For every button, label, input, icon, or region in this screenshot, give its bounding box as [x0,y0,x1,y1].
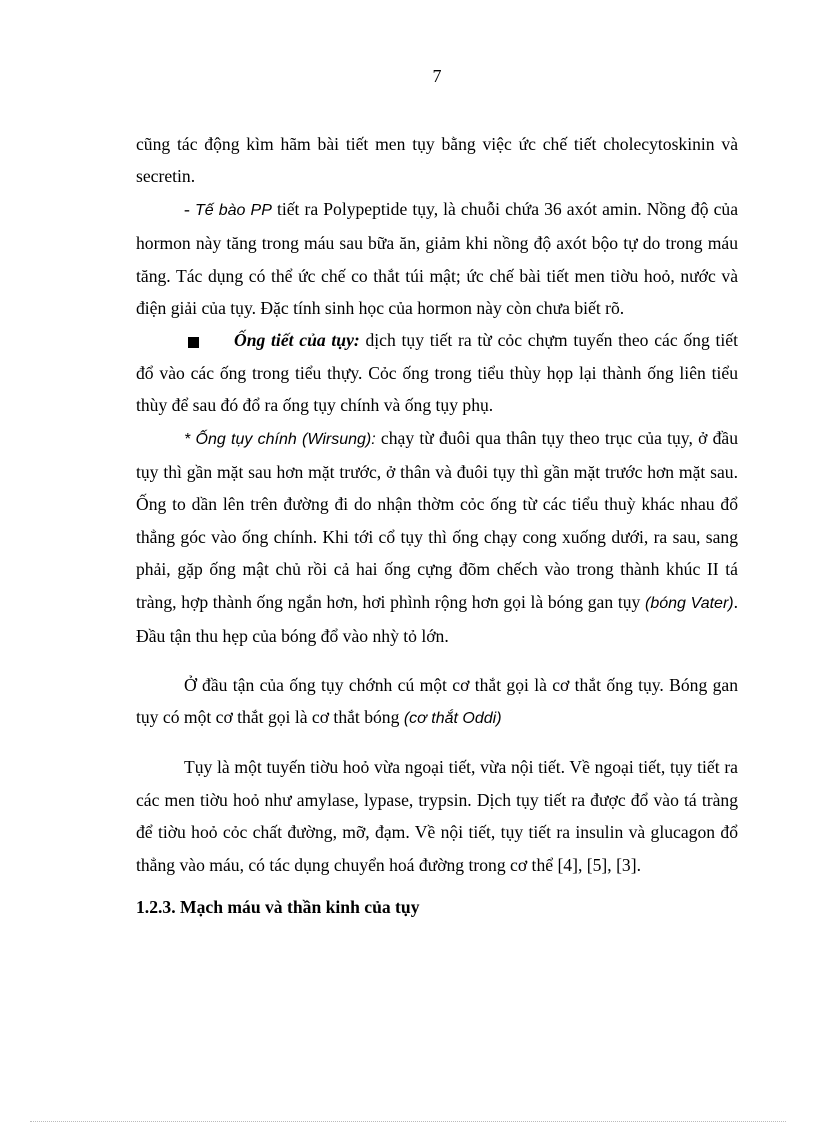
pp-prefix: - [184,198,195,219]
oddi-term: (cơ thắt Oddi) [403,709,502,727]
page-bottom-rule [30,1121,786,1122]
paragraph-pancreas-function: Tụy là một tuyến tiờu hoỏ vừa ngoại tiết, vừa nội tiết. Về ngoại tiết, tụy tiết ra các men tiờu hoỏ như amylase, lypase, trypsin. Dịch tụy tiết ra được đổ vào tá tràng để tiờu hoỏ cỏc chất đường, mỡ, đạm. Về nội tiết, tụy tiết ra insulin và glucagon đổ thẳng vào máu, có tác dụng chuyển hoá đường trong cơ thể [4], [5], [3]. [136,757,738,875]
paragraph-pp-cells [136,193,738,325]
paragraph-sphincter [136,669,738,736]
square-bullet-icon [188,337,199,348]
paragraph-main-duct [136,422,738,653]
ducts-text: dịch tụy tiết ra từ cỏc chựm tuyến theo các ống tiết đổ vào các ống trong tiểu thựy. Cỏc ống trong tiểu thùy họp lại thành ống liên tiểu thùy để sau đó đổ ra ống tụy chính và ống tụy phụ. [136,330,739,416]
ducts-term: Ống tiết của tụy: [234,330,360,351]
main-duct-text: chạy từ đuôi qua thân tụy theo trục của tụy, ở đầu tụy thì gần mặt sau hơn mặt trước, ở thân và đuôi tụy thì gần mặt trước hơn mặt sau. Ống to dần lên trên đường đi do nhận thờm cỏc ống từ các tiểu thuỳ khác nhau đổ thẳng góc vào ống chính. Khi tới cổ tụy thì ống chạy cong xuống dưới, ra sau, sang phải, gặp ống mật chủ rồi cả hai ống cựng đõm chếch vào trong thành khúc II tá tràng, hợp thành ống ngắn hơn, hơi phình rộng hơn gọi là bóng gan tụy [136,427,738,612]
pp-cells-term: Tế bào PP [194,201,272,219]
main-duct-term: * Ống tụy chính (Wirsung): [184,430,376,448]
section-heading: 1.2.3. Mạch máu và thần kinh của tụy [136,896,420,917]
main-duct-end: . Đầu tận thu hẹp của bóng đổ vào nhỳ tỏ lớn. [136,591,739,647]
paragraph-continuation: cũng tác động kìm hãm bài tiết men tụy bằng việc ức chế tiết cholecytoskinin và secretin. [136,134,738,187]
document-body [136,128,738,923]
sphincter-text: Ở đầu tận của ống tụy chớnh cú một cơ thắt gọi là cơ thắt ống tụy. Bóng gan tụy có một cơ thắt gọi là cơ thắt bóng [136,674,738,727]
paragraph-pancreatic-ducts [136,324,738,421]
page-number: 7 [432,66,442,86]
vater-term: (bóng Vater) [644,594,734,612]
pp-cells-text: tiết ra Polypeptide tụy, là chuỗi chứa 36 axót amin. Nồng độ của hormon này tăng trong máu sau bữa ăn, giảm khi nồng độ axót bộo tự do trong máu tăng. Tác dụng có thể ức chế co thắt túi mật; ức chế bài tiết men tiờu hoỏ, nước và điện giải của tụy. Đặc tính sinh học của hormon này còn chưa biết rõ. [136,198,738,319]
